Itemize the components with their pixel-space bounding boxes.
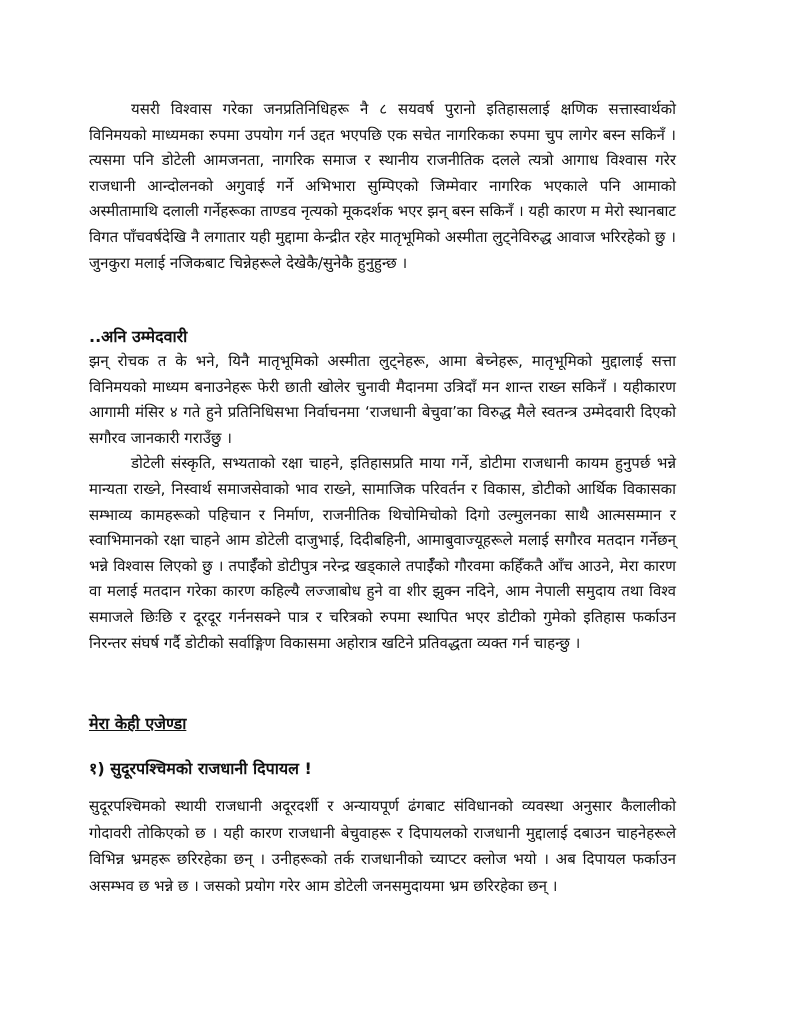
agenda-item-1-heading: १) सुदूरपश्चिमको राजधानी दिपायल !	[89, 759, 312, 778]
agenda-heading: मेरा केही एजेण्डा	[89, 714, 187, 733]
candidacy-heading: ..अनि उम्मेदवारी	[89, 327, 188, 346]
intro-paragraph: यसरी विश्वास गरेका जनप्रतिनिधिहरू नै ८ सयवर्ष पुरानो इतिहासलाई क्षणिक सत्तास्वार्थको विनिमयको माध्यमका रुपमा उपयोग गर्न उद्दत भएपछि एक सचेत नागरिकका रुपमा चुप लागेर बस्न सकिनँ । त्यसमा पनि डोटेली आमजनता, नागरिक समाज र स्थानीय राजनीतिक दलले त्यत्रो आगाध विश्वास गरेर राजधानी आन्दोलनको अगुवाई गर्ने अभिभारा सुम्पिएको जिम्मेवार नागरिक भएकाले पनि आमाको अस्मीतामाथि दलाली गर्नेहरूका ताण्डव नृत्यको मूकदर्शक भएर झन् बस्न सकिनँ । यही कारण म मेरो स्थानबाट विगत पाँचवर्षदेखि नै लगातार यही मुद्दामा केन्द्रीत रहेर मातृभूमिको अस्मीता लुट्नेविरुद्ध आवाज भरिरहेको छु । जुनकुरा मलाई नजिकबाट चिन्नेहरूले देखेकै/सुनेकै हुनुहुन्छ ।	[89, 100, 676, 272]
candidacy-section	[89, 325, 676, 656]
agenda-item-1-paragraph: सुदूरपश्चिमको स्थायी राजधानी अदूरदर्शी र अन्यायपूर्ण ढंगबाट संविधानको व्यवस्था अनुसार कैलालीको गोदावरी तोकिएको छ । यही कारण राजधानी बेचुवाहरू र दिपायलको राजधानी मुद्दालाई दबाउन चाहनेहरूले विभिन्न भ्रमहरू छरिरहेका छन् । उनीहरूको तर्क राजधानीको च्याप्टर क्लोज भयो । अब दिपायल फर्काउन असम्भव छ भन्ने छ । जसको प्रयोग गरेर आम डोटेली जनसमुदायमा भ्रम छरिरहेका छन् ।	[89, 797, 676, 895]
candidacy-paragraph-2: डोटेली संस्कृति, सभ्यताको रक्षा चाहने, इतिहासप्रति माया गर्ने, डोटीमा राजधानी कायम हुनुपर्छ भन्ने मान्यता राख्ने, निस्वार्थ समाजसेवाको भाव राख्ने, सामाजिक परिवर्तन र विकास, डोटीको आर्थिक विकासका सम्भाव्य कामहरूको पहिचान र निर्माण, राजनीतिक थिचोमिचोको दिगो उल्मुलनका साथै आत्मसम्मान र स्वाभिमानको रक्षा चाहने आम डोटेली दाजुभाई, दिदीबहिनी, आमाबुवाज्यूहरूले मलाई सगौरव मतदान गर्नेछन् भन्ने विश्वास लिएको छु । तपाईँको डोटीपुत्र नरेन्द्र खड्काले तपाईँको गौरवमा कहिँकतै आँच आउने, मेरा कारण वा मलाई मतदान गरेका कारण कहिल्यै लज्जाबोध हुने वा शीर झुक्न नदिने, आम नेपाली समुदाय तथा विश्व समाजले छिःछि र दूरदूर गर्ननसक्ने पात्र र चरित्रको रुपमा स्थापित भएर डोटीको गुमेको इतिहास फर्काउन निरन्तर संघर्ष गर्दै डोटीको सर्वाङ्गिण विकासमा अहोरात्र खटिने प्रतिवद्धता व्यक्त गर्न चाहन्छु ।	[89, 454, 676, 652]
candidacy-paragraph-1: झन् रोचक त के भने, यिनै मातृभूमिको अस्मीता लुट्नेहरू, आमा बेच्नेहरू, मातृभूमिको मुद्दालाई सत्ता विनिमयको माध्यम बनाउनेहरू फेरी छाती खोलेर चुनावी मैदानमा उत्रिदाँ मन शान्त राख्न सकिनँ । यहीकारण आगामी मंसिर ४ गते हुने प्रतिनिधिसभा निर्वाचनमा ‘राजधानी बेचुवा’का विरुद्ध मैले स्वतन्त्र उम्मेदवारी दिएको सगौरव जानकारी गराउँछु ।	[89, 352, 676, 447]
